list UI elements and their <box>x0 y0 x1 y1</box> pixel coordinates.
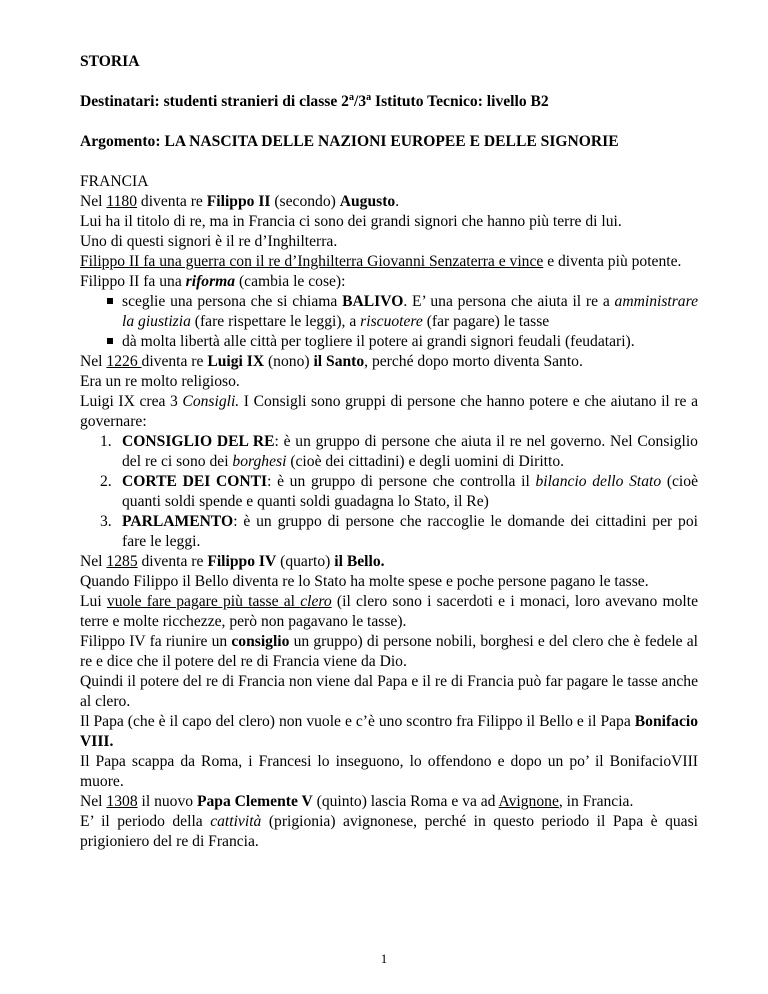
paragraph-council: Filippo IV fa riunire un consiglio un gruppo) di persone nobili, borghesi e del clero che è fedele al re e dice che il potere del re di Francia viene da Dio. <box>80 633 699 670</box>
topic-heading: Argomento: LA NASCITA DELLE NAZIONI EUROPEE E DELLE SIGNORIE <box>80 133 619 150</box>
paragraph-1308: Nel 1308 il nuovo Papa Clemente V (quinto) lascia Roma e va ad Avignone, in Francia. <box>80 793 634 810</box>
paragraph-councils: Luigi IX crea 3 Consigli. I Consigli sono gruppi di persone che hanno potere e che aiutano il re a governare: <box>80 393 698 430</box>
paragraph-england: Uno di questi signori è il re d’Inghilterra. <box>80 233 338 250</box>
paragraph-religious: Era un re molto religioso. <box>80 373 240 390</box>
paragraph-1180: Nel 1180 diventa re Filippo II (secondo) Augusto. <box>80 193 400 210</box>
paragraph-pope-flees: Il Papa scappa da Roma, i Francesi lo inseguono, lo offendono e dopo un po’ il BonifacioVIII muore. <box>80 753 698 790</box>
page-number: 1 <box>380 951 388 966</box>
paragraph-captivity: E’ il periodo della cattività (prigionia) avignonese, perché in questo periodo il Papa è quasi prigioniero del re di Francia. <box>80 813 699 850</box>
target-audience-line: Destinatari: studenti stranieri di classe 2$^a$/3$^a$ Istituto Tecnico: livello B2 <box>80 91 549 110</box>
list-item: 2. CORTE DEI CONTI: è un gruppo di persone che controlla il bilancio dello Stato (cioè quanti soldi spende e quanti soldi guadagna lo Stato, il Re) <box>100 473 698 510</box>
section-title: FRANCIA <box>80 173 149 190</box>
list-item: sceglie una persona che si chiama BALIVO. E’ una persona che aiuta il re a amministrare la giustizia (fare rispettare le leggi), a riscuotere (far pagare) le tasse <box>122 293 699 330</box>
paragraph-1226: Nel 1226 diventa re Luigi IX (nono) il Santo, perché dopo morto diventa Santo. <box>80 353 583 370</box>
paragraph-title: Lui ha il titolo di re, ma in Francia ci sono dei grandi signori che hanno più terre di lui. <box>80 213 622 230</box>
document-page <box>80 52 698 852</box>
paragraph-power: Quindi il potere del re di Francia non viene dal Papa e il re di Francia può far pagare le tasse anche al clero. <box>80 673 698 710</box>
list-item: 3. PARLAMENTO: è un gruppo di persone che raccoglie le domande dei cittadini per poi fare le leggi. <box>100 513 698 550</box>
subject-heading: STORIA <box>80 53 140 70</box>
list-item: 1. CONSIGLIO DEL RE: è un gruppo di persone che aiuta il re nel governo. Nel Consiglio del re ci sono dei borghesi (cioè dei cittadini) e degli uomini di Diritto. <box>100 433 698 470</box>
paragraph-expenses: Quando Filippo il Bello diventa re lo Stato ha molte spese e poche persone pagano le tasse. <box>80 573 649 590</box>
reform-list <box>80 292 698 352</box>
paragraph-clergy-tax: Lui vuole fare pagare più tasse al clero (il clero sono i sacerdoti e i monaci, loro avevano molte terre e molte ricchezze, però non pagavano le tasse). <box>80 593 698 630</box>
paragraph-1285: Nel 1285 diventa re Filippo IV (quarto) il Bello. <box>80 553 385 570</box>
paragraph-war: Filippo II fa una guerra con il re d’Inghilterra Giovanni Senzaterra e vince e diventa più potente. <box>80 253 682 270</box>
paragraph-pope-clash: Il Papa (che è il capo del clero) non vuole e c’è uno scontro fra Filippo il Bello e il Papa Bonifacio VIII. <box>80 713 698 750</box>
list-item: dà molta libertà alle città per togliere il potere ai grandi signori feudali (feudatari). <box>122 332 698 352</box>
councils-list <box>80 432 698 552</box>
paragraph-reform: Filippo II fa una riforma (cambia le cose): <box>80 273 346 290</box>
